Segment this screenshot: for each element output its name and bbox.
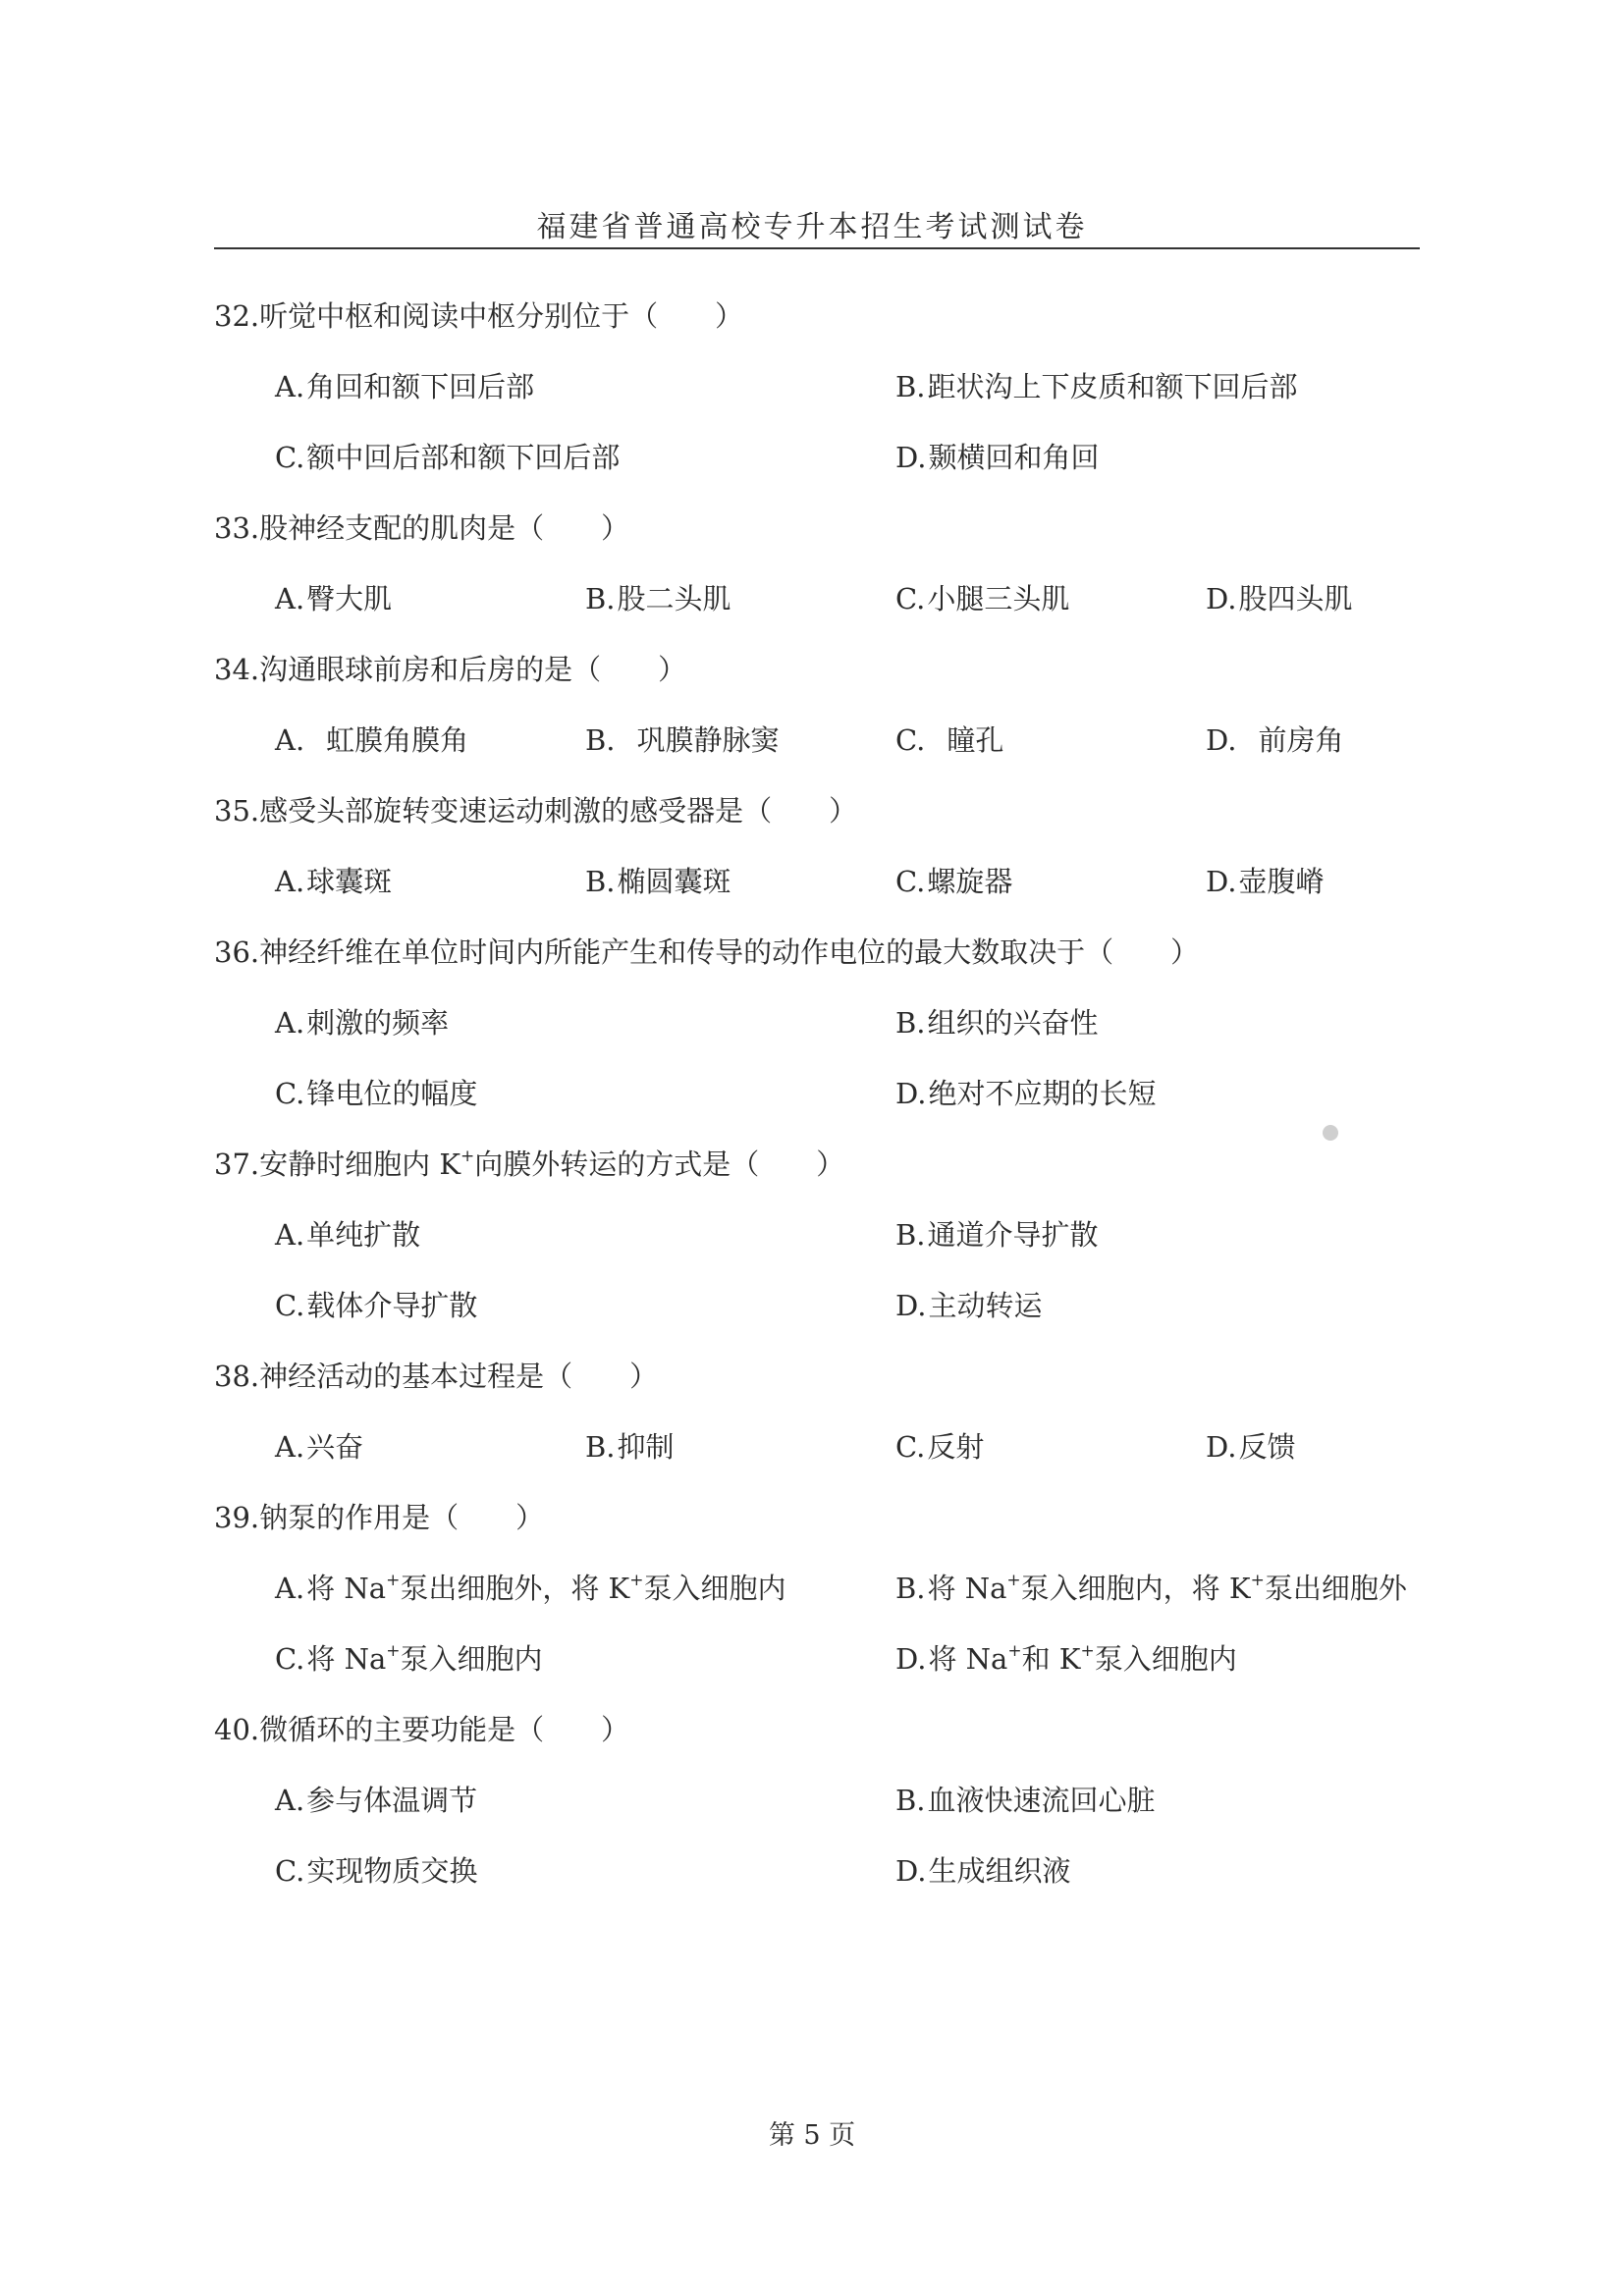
- superscript-plus: +: [1007, 1641, 1022, 1662]
- question-38-option-b[interactable]: [585, 1429, 675, 1465]
- question-33-option-a[interactable]: [275, 581, 392, 616]
- option-label: D.: [895, 1077, 927, 1110]
- question-36-option-a[interactable]: [275, 1005, 449, 1041]
- option-text: 泵出细胞外，将 K: [400, 1572, 630, 1605]
- option-label: D.: [1206, 1430, 1237, 1464]
- question-35-option-b[interactable]: [585, 864, 731, 899]
- superscript-plus: +: [1006, 1571, 1021, 1591]
- option-text: 和 K: [1021, 1642, 1081, 1676]
- question-37-option-a[interactable]: [275, 1217, 420, 1253]
- option-label: C.: [275, 1077, 305, 1110]
- superscript-plus: +: [1250, 1571, 1265, 1591]
- option-label: B.: [585, 865, 616, 898]
- option-label: A.: [275, 1784, 305, 1817]
- page-number: 第 5 页: [768, 2120, 856, 2151]
- question-37-stem: [214, 1147, 844, 1182]
- option-label: A.: [275, 865, 305, 898]
- option-text: 巩膜静脉窦: [636, 723, 780, 757]
- option-label: D.: [1206, 723, 1237, 757]
- question-36-option-d[interactable]: [895, 1076, 1156, 1111]
- question-40-option-d[interactable]: [895, 1853, 1070, 1889]
- option-text: 载体介导扩散: [306, 1289, 478, 1322]
- question-32-stem: 32.听觉中枢和阅读中枢分别位于（ ）: [214, 299, 744, 333]
- option-text: 螺旋器: [927, 865, 1013, 898]
- question-33-option-c[interactable]: [895, 581, 1069, 616]
- option-label: C.: [895, 1430, 926, 1464]
- question-34-option-c[interactable]: [895, 722, 1003, 758]
- option-label: A.: [275, 370, 305, 403]
- page-header-title: 福建省普通高校专升本招生考试测试卷: [536, 210, 1088, 244]
- option-text: 通道介导扩散: [927, 1218, 1099, 1252]
- question-33-option-d[interactable]: [1206, 581, 1352, 616]
- option-text: 刺激的频率: [306, 1006, 450, 1040]
- option-label: B.: [585, 1430, 616, 1464]
- question-38-stem: 38.神经活动的基本过程是（ ）: [214, 1360, 659, 1393]
- question-32-option-a[interactable]: [275, 369, 534, 404]
- option-text: 绝对不应期的长短: [928, 1077, 1157, 1110]
- option-label: C.: [895, 582, 926, 615]
- superscript-plus: +: [386, 1641, 401, 1662]
- question-33-stem: 33.股神经支配的肌肉是（ ）: [214, 511, 630, 545]
- option-text: 壶腹嵴: [1238, 865, 1325, 898]
- option-label: B.: [585, 582, 616, 615]
- option-label: B.: [895, 1218, 926, 1252]
- option-text: 泵入细胞内: [400, 1642, 543, 1676]
- question-38-option-d[interactable]: [1206, 1429, 1295, 1465]
- question-40-stem: 40.微循环的主要功能是（ ）: [214, 1713, 630, 1746]
- question-39-option-c[interactable]: [275, 1641, 543, 1677]
- question-32-option-d[interactable]: [895, 440, 1099, 475]
- option-label: A.: [275, 1572, 305, 1605]
- option-text: 泵入细胞内: [1094, 1642, 1237, 1676]
- option-label: A.: [275, 582, 305, 615]
- option-label: B.: [895, 1784, 926, 1817]
- option-text: 股四头肌: [1238, 582, 1353, 615]
- option-label: B.: [895, 370, 926, 403]
- option-text: 臀大肌: [306, 582, 393, 615]
- option-text: 股二头肌: [617, 582, 731, 615]
- option-text: 单纯扩散: [306, 1218, 421, 1252]
- question-37-option-d[interactable]: [895, 1288, 1042, 1323]
- question-39-stem: 39.钠泵的作用是（ ）: [214, 1501, 545, 1534]
- option-label: D.: [895, 1289, 927, 1322]
- option-text: 虹膜角膜角: [326, 723, 469, 757]
- option-text: 将 Na: [306, 1642, 387, 1676]
- option-label: C.: [275, 441, 305, 474]
- stem-text: 向膜外转运的方式是（ ）: [474, 1148, 845, 1181]
- superscript-plus: +: [386, 1571, 401, 1591]
- option-label: A.: [275, 1218, 305, 1252]
- option-label: D.: [895, 1642, 927, 1676]
- option-text: 实现物质交换: [306, 1854, 478, 1888]
- option-text: 角回和额下回后部: [306, 370, 535, 403]
- question-38-option-a[interactable]: [275, 1429, 363, 1465]
- question-34-option-a[interactable]: [275, 722, 468, 758]
- option-text: 参与体温调节: [306, 1784, 478, 1817]
- question-35-option-d[interactable]: [1206, 864, 1324, 899]
- option-label: C.: [895, 723, 926, 757]
- question-38-option-c[interactable]: [895, 1429, 984, 1465]
- question-35-option-c[interactable]: [895, 864, 1012, 899]
- option-text: 生成组织液: [928, 1854, 1071, 1888]
- question-34-option-b[interactable]: [585, 722, 780, 758]
- option-text: 泵入细胞内，将 K: [1020, 1572, 1251, 1605]
- option-label: C.: [895, 865, 926, 898]
- option-label: A.: [275, 723, 305, 757]
- superscript-plus: +: [460, 1147, 475, 1167]
- option-text: 将 Na: [927, 1572, 1007, 1605]
- option-text: 兴奋: [306, 1430, 364, 1464]
- question-40-option-b[interactable]: [895, 1783, 1156, 1818]
- question-39-option-d[interactable]: [895, 1641, 1237, 1677]
- option-text: 反馈: [1238, 1430, 1296, 1464]
- option-label: D.: [1206, 582, 1237, 615]
- question-35-option-a[interactable]: [275, 864, 392, 899]
- option-text: 将 Na: [306, 1572, 387, 1605]
- option-label: C.: [275, 1642, 305, 1676]
- option-label: B.: [585, 723, 616, 757]
- option-text: 泵出细胞外: [1264, 1572, 1407, 1605]
- question-39-option-a[interactable]: [275, 1571, 785, 1606]
- question-32-option-b[interactable]: [895, 369, 1298, 404]
- option-label: D.: [1206, 865, 1237, 898]
- option-text: 组织的兴奋性: [927, 1006, 1099, 1040]
- option-text: 球囊斑: [306, 865, 393, 898]
- option-label: D.: [895, 1854, 927, 1888]
- option-label: D.: [895, 441, 927, 474]
- stem-text: 37.安静时细胞内 K: [214, 1148, 461, 1181]
- option-label: A.: [275, 1006, 305, 1040]
- option-label: B.: [895, 1572, 926, 1605]
- option-text: 距状沟上下皮质和额下回后部: [927, 370, 1298, 403]
- option-label: C.: [275, 1854, 305, 1888]
- option-text: 主动转运: [928, 1289, 1043, 1322]
- question-36-stem: 36.神经纤维在单位时间内所能产生和传导的动作电位的最大数取决于（ ）: [214, 935, 1200, 969]
- option-text: 小腿三头肌: [927, 582, 1070, 615]
- question-40-option-c[interactable]: [275, 1853, 477, 1889]
- option-text: 颞横回和角回: [928, 441, 1100, 474]
- option-text: 血液快速流回心脏: [927, 1784, 1156, 1817]
- superscript-plus: +: [629, 1571, 644, 1591]
- question-40-option-a[interactable]: [275, 1783, 477, 1818]
- option-text: 锋电位的幅度: [306, 1077, 478, 1110]
- option-label: B.: [895, 1006, 926, 1040]
- option-text: 瞳孔: [947, 723, 1004, 757]
- question-33-option-b[interactable]: [585, 581, 731, 616]
- question-37-option-c[interactable]: [275, 1288, 477, 1323]
- option-text: 反射: [927, 1430, 985, 1464]
- option-label: A.: [275, 1430, 305, 1464]
- question-34-option-d[interactable]: [1206, 722, 1343, 758]
- question-39-option-b[interactable]: [895, 1571, 1407, 1606]
- option-text: 将 Na: [928, 1642, 1008, 1676]
- question-36-option-b[interactable]: [895, 1005, 1099, 1041]
- option-text: 椭圆囊斑: [617, 865, 731, 898]
- question-35-stem: 35.感受头部旋转变速运动刺激的感受器是（ ）: [214, 794, 858, 828]
- question-37-option-b[interactable]: [895, 1217, 1099, 1253]
- option-text: 泵入细胞内: [643, 1572, 786, 1605]
- question-36-option-c[interactable]: [275, 1076, 477, 1111]
- superscript-plus: +: [1080, 1641, 1095, 1662]
- question-32-option-c[interactable]: [275, 440, 620, 475]
- option-label: C.: [275, 1289, 305, 1322]
- option-text: 抑制: [617, 1430, 675, 1464]
- question-34-stem: 34.沟通眼球前房和后房的是（ ）: [214, 653, 687, 686]
- scan-speck: [1323, 1125, 1338, 1141]
- option-text: 额中回后部和额下回后部: [306, 441, 621, 474]
- option-text: 前房角: [1258, 723, 1344, 757]
